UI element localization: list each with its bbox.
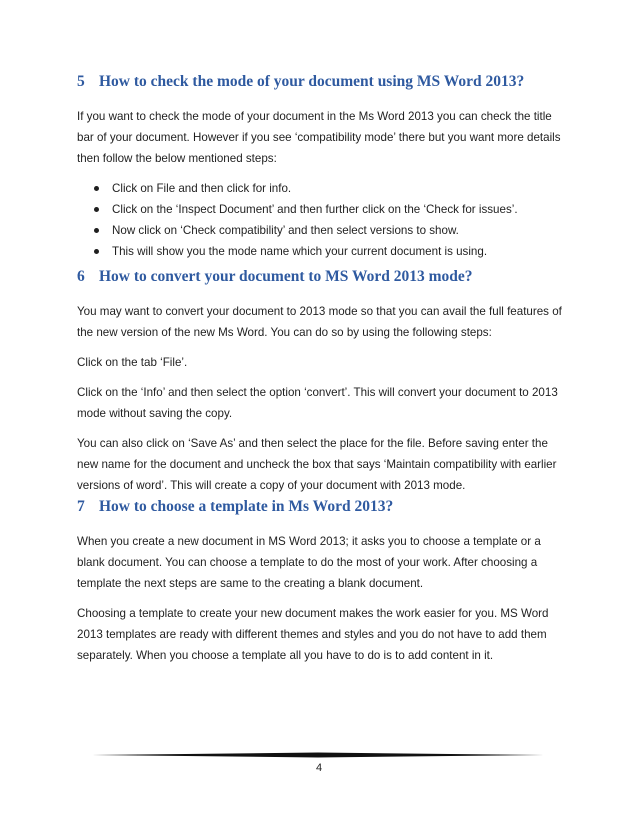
paragraph: If you want to check the mode of your document in the Ms Word 2013 you can check the title bar of your document. However if you see ‘compatibility mode’ there but you want more details then follow the below mentioned steps: [77,110,561,165]
section-title: How to convert your document to MS Word 2013 mode? [99,268,473,285]
section-check-mode [77,72,567,262]
section-choose-template [77,497,567,675]
section-convert-mode [77,267,567,505]
bullet-icon [94,228,99,233]
bullet-list [77,178,567,262]
section-title: How to check the mode of your document using MS Word 2013? [99,73,525,90]
section-title: How to choose a template in Ms Word 2013? [99,498,394,515]
list-item-text: Click on the ‘Inspect Document’ and then further click on the ‘Check for issues’. [112,203,518,216]
section-heading [77,72,567,92]
footer-divider [92,752,544,758]
paragraph: When you create a new document in MS Word 2013; it asks you to choose a template or a blank document. You can choose a template to do the most of your work. After choosing a template the next steps are same to the creating a blank document. [77,535,541,590]
bullet-icon [94,186,99,191]
list-item [94,178,567,199]
paragraph: Click on the ‘Info’ and then select the option ‘convert’. This will convert your document to 2013 mode without saving the copy. [77,386,558,420]
section-heading [77,267,567,287]
list-item-text: Now click on ‘Check compatibility’ and then select versions to show. [112,224,459,237]
list-item [94,199,567,220]
section-number: 6 [77,268,85,285]
list-item-text: This will show you the mode name which your current document is using. [112,245,488,258]
paragraph: Choosing a template to create your new document makes the work easier for you. MS Word 2013 templates are ready with different themes and styles and you do not have to add them separately. When you choose a template all you have to do is to add content in it. [77,607,549,662]
paragraph: Click on the tab ‘File’. [77,356,188,369]
section-number: 5 [77,73,85,90]
paragraph: You may want to convert your document to 2013 mode so that you can avail the full features of the new version of the new Ms Word. You can do so by using the following steps: [77,305,562,339]
list-item-text: Click on File and then click for info. [112,182,292,195]
paragraph: You can also click on ‘Save As’ and then select the place for the file. Before saving enter the new name for the document and uncheck the box that says ‘Maintain compatibility with earlier versions of word’. This will create a copy of your document with 2013 mode. [77,437,557,492]
bullet-icon [94,207,99,212]
list-item [94,241,567,262]
bullet-icon [94,249,99,254]
section-number: 7 [77,498,85,515]
list-item [94,220,567,241]
page-number: 4 [315,762,323,774]
section-heading [77,497,567,517]
